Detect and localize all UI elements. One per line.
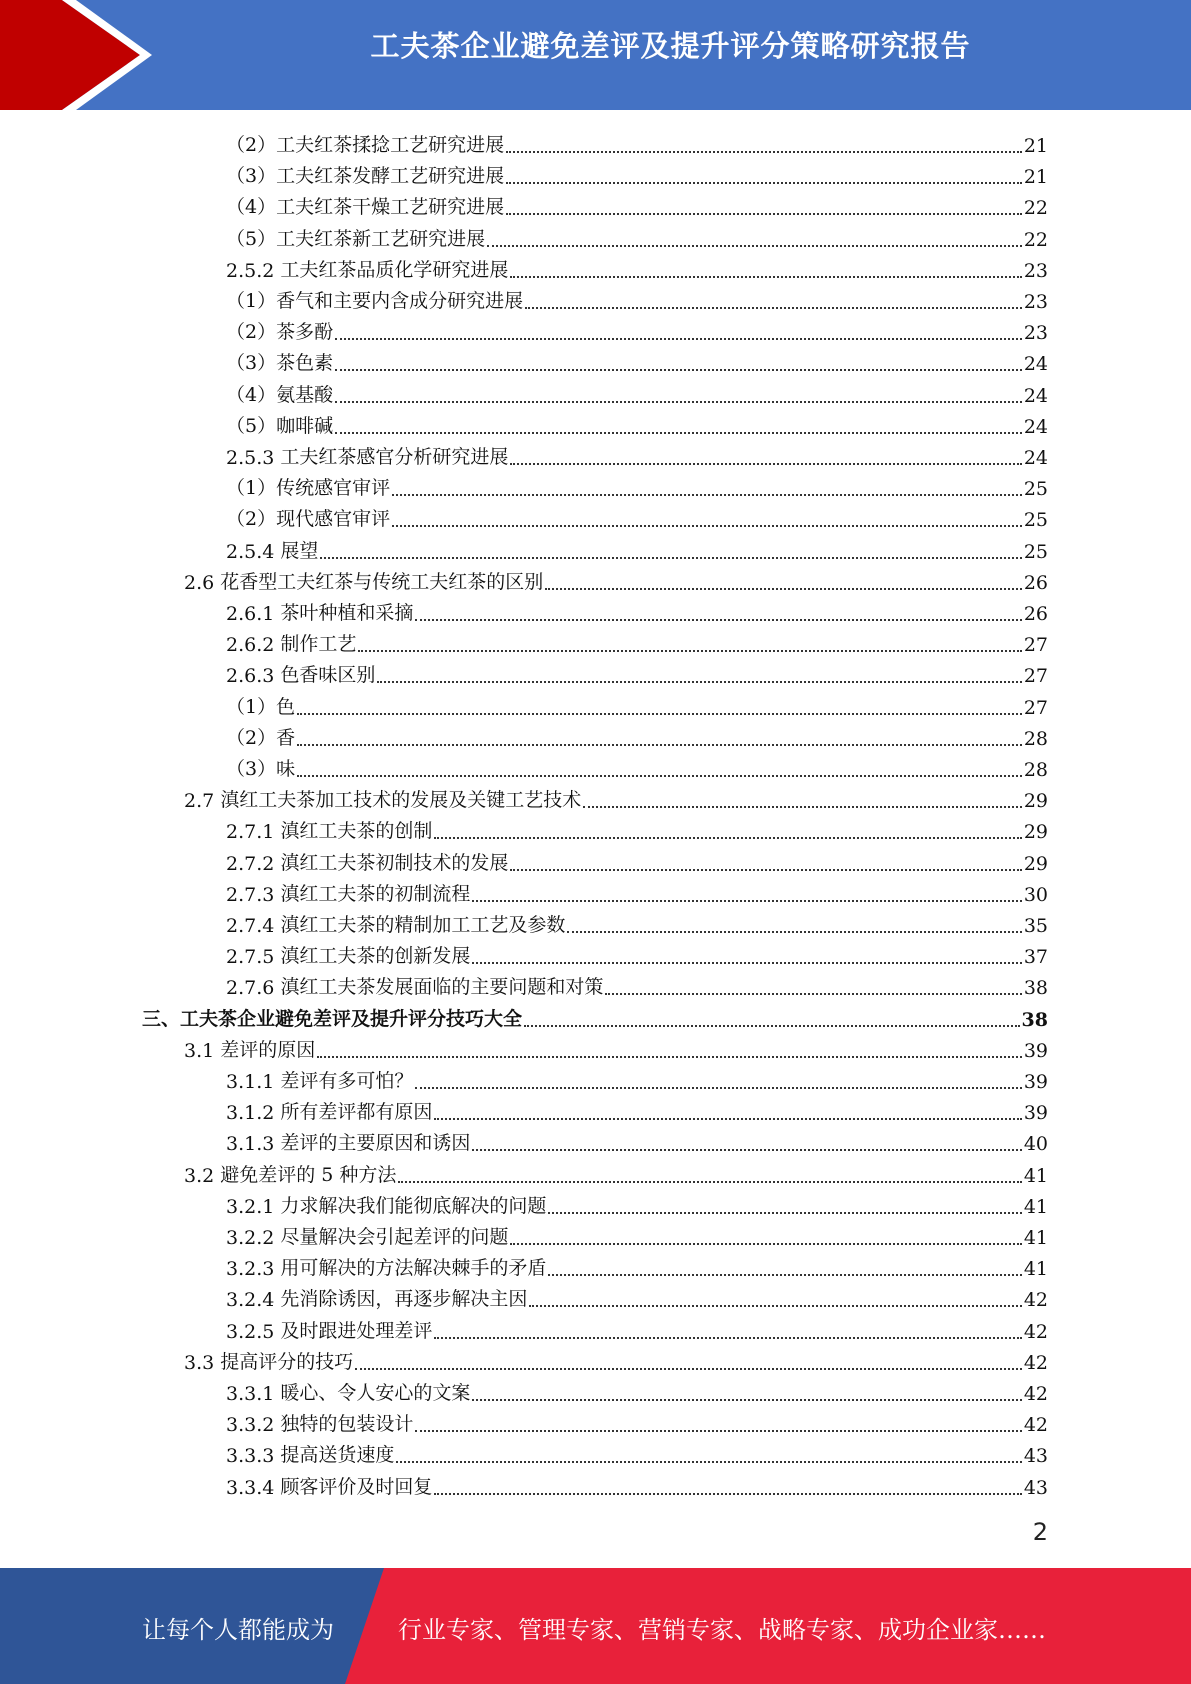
toc-entry-page: 27 <box>1023 634 1048 657</box>
toc-entry-number: 3.1.3 <box>226 1133 275 1156</box>
toc-entry-title: 茶色素 <box>276 352 334 375</box>
toc-entry-title: 现代感官审评 <box>276 508 391 531</box>
toc-entry[interactable] <box>226 656 1048 687</box>
toc-entry-page: 43 <box>1023 1476 1048 1499</box>
toc-leader-dots <box>415 618 1021 621</box>
toc-leader-dots <box>472 899 1021 902</box>
toc-entry[interactable] <box>226 719 1048 750</box>
toc-entry[interactable] <box>226 1093 1048 1124</box>
toc-entry-page: 23 <box>1023 291 1048 313</box>
toc-entry-page: 37 <box>1023 946 1048 969</box>
toc-entry[interactable] <box>226 532 1048 563</box>
page-header <box>0 0 1191 110</box>
toc-entry-page: 42 <box>1023 1289 1048 1312</box>
toc-leader-dots <box>545 587 1022 590</box>
toc-entry-page: 39 <box>1023 1102 1048 1125</box>
footer-slogan-right: 行业专家、管理专家、营销专家、战略专家、成功企业家…… <box>398 1616 1046 1644</box>
toc-entry-title: 尽量解决会引起差评的问题 <box>280 1226 509 1248</box>
toc-leader-dots <box>510 868 1021 871</box>
toc-entry-page: 39 <box>1023 1039 1048 1062</box>
page-footer <box>0 1568 1191 1684</box>
toc-entry-page: 21 <box>1023 135 1048 157</box>
toc-entry[interactable] <box>226 188 1048 219</box>
toc-leader-dots <box>524 1024 1020 1027</box>
toc-entry[interactable] <box>226 1124 1048 1155</box>
toc-entry-page: 29 <box>1023 790 1048 813</box>
toc-leader-dots <box>434 1492 1021 1495</box>
toc-entry-page: 23 <box>1023 259 1048 282</box>
toc-entry-number: 2.6 <box>184 571 215 594</box>
toc-entry-page: 40 <box>1023 1133 1048 1156</box>
toc-entry-number: （3） <box>226 352 277 375</box>
toc-entry-title: 香 <box>276 726 296 749</box>
toc-entry-title: 工夫茶企业避免差评及提升评分技巧大全 <box>180 1007 523 1030</box>
toc-entry-page: 30 <box>1023 883 1048 906</box>
toc-entry[interactable] <box>226 1280 1048 1311</box>
toc-entry[interactable] <box>226 1436 1048 1467</box>
toc-entry[interactable] <box>226 1312 1048 1343</box>
toc-entry-number: 2.5.3 <box>226 447 275 469</box>
toc-leader-dots <box>548 1273 1021 1276</box>
toc-entry-title: 滇红工夫茶初制技术的发展 <box>280 851 509 874</box>
toc-entry-number: 三、 <box>142 1007 181 1030</box>
toc-entry-number: 2.7.3 <box>226 883 275 906</box>
toc-entry-number: 2.6.1 <box>226 603 275 625</box>
toc-entry[interactable] <box>226 937 1048 968</box>
toc-entry-title: 提高评分的技巧 <box>220 1350 354 1373</box>
toc-entry[interactable] <box>226 1062 1048 1093</box>
toc-entry[interactable] <box>142 1000 1048 1031</box>
toc-entry-title: 工夫红茶揉捻工艺研究进展 <box>276 134 505 156</box>
toc-entry-page: 21 <box>1023 166 1048 189</box>
document-title: 工夫茶企业避免差评及提升评分策略研究报告 <box>370 29 971 63</box>
toc-entry-page: 38 <box>1021 1008 1048 1031</box>
toc-entry-title: 茶叶种植和采摘 <box>280 602 414 624</box>
toc-entry-page: 25 <box>1023 478 1048 501</box>
toc-leader-dots <box>297 712 1022 715</box>
toc-entry-page: 27 <box>1023 696 1048 719</box>
toc-entry-title: 先消除诱因，再逐步解决主因 <box>280 1288 528 1311</box>
toc-entry-number: 2.7.2 <box>226 852 275 875</box>
toc-leader-dots <box>398 1180 1021 1183</box>
toc-leader-dots <box>335 400 1022 403</box>
toc-entry-title: 工夫红茶新工艺研究进展 <box>276 227 486 250</box>
toc-entry-title: 氨基酸 <box>276 383 334 406</box>
toc-entry[interactable] <box>226 1187 1048 1218</box>
toc-entry-title: 工夫红茶品质化学研究进展 <box>280 258 509 281</box>
toc-entry-page: 22 <box>1023 197 1048 220</box>
toc-leader-dots <box>510 275 1021 278</box>
toc-entry-page: 24 <box>1023 353 1048 376</box>
toc-entry[interactable] <box>226 157 1048 188</box>
toc-entry-number: 3.3.1 <box>226 1383 275 1405</box>
toc-entry-number: 2.5.2 <box>226 259 275 282</box>
toc-entry-page: 38 <box>1023 977 1048 1000</box>
toc-entry-number: （3） <box>226 165 277 188</box>
toc-leader-dots <box>583 805 1022 808</box>
footer-slogan-left: 让每个人都能成为 <box>142 1616 334 1644</box>
toc-entry[interactable] <box>226 469 1048 500</box>
toc-entry[interactable] <box>226 376 1048 407</box>
toc-entry-number: （1） <box>226 290 277 312</box>
toc-entry-number: 3.2.2 <box>226 1227 275 1249</box>
toc-leader-dots <box>335 431 1022 434</box>
toc-entry-title: 滇红工夫茶加工技术的发展及关键工艺技术 <box>220 789 582 812</box>
toc-entry-page: 41 <box>1023 1195 1048 1218</box>
toc-entry-page: 42 <box>1023 1414 1048 1437</box>
toc-leader-dots <box>335 337 1022 340</box>
toc-entry-title: 工夫红茶干燥工艺研究进展 <box>276 196 505 219</box>
toc-leader-dots <box>297 774 1022 777</box>
toc-entry-title: 香气和主要内含成分研究进展 <box>276 290 524 312</box>
toc-entry-number: （2） <box>226 134 277 156</box>
toc-entry-title: 差评的主要原因和诱因 <box>280 1132 471 1155</box>
toc-leader-dots <box>392 493 1022 496</box>
toc-leader-dots <box>392 524 1022 527</box>
toc-entry[interactable] <box>226 1218 1048 1249</box>
toc-entry[interactable] <box>226 313 1048 344</box>
toc-entry-title: 色 <box>276 695 296 718</box>
page-number: 2 <box>1032 1518 1048 1546</box>
toc-entry-page: 28 <box>1023 727 1048 750</box>
toc-entry-number: 3.2.4 <box>226 1289 275 1312</box>
toc-entry-page: 24 <box>1023 447 1048 469</box>
toc-leader-dots <box>472 1148 1021 1151</box>
toc-leader-dots <box>415 1086 1021 1089</box>
toc-entry-page: 26 <box>1023 603 1048 625</box>
toc-entry[interactable] <box>226 438 1048 469</box>
toc-entry[interactable] <box>226 220 1048 251</box>
toc-entry-number: 3.1.1 <box>226 1071 275 1093</box>
toc-entry-page: 27 <box>1023 665 1048 688</box>
toc-entry-title: 花香型工夫红茶与传统工夫红茶的区别 <box>220 570 544 593</box>
toc-leader-dots <box>434 836 1021 839</box>
toc-entry[interactable] <box>226 844 1048 875</box>
toc-entry-title: 滇红工夫茶的创制 <box>280 820 433 843</box>
toc-leader-dots <box>487 244 1022 247</box>
toc-leader-dots <box>434 1117 1021 1120</box>
toc-entry-title: 传统感官审评 <box>276 477 391 500</box>
toc-entry-page: 24 <box>1023 384 1048 407</box>
toc-entry-page: 42 <box>1023 1320 1048 1343</box>
toc-entry-page: 28 <box>1023 759 1048 781</box>
toc-entry-page: 42 <box>1023 1351 1048 1374</box>
toc-entry-number: 2.7.5 <box>226 946 275 969</box>
toc-leader-dots <box>434 1336 1021 1339</box>
toc-entry-title: 工夫红茶发酵工艺研究进展 <box>276 165 505 188</box>
toc-entry-number: 2.7 <box>184 790 215 813</box>
toc-entry-number: 2.6.3 <box>226 665 275 688</box>
toc-entry[interactable] <box>226 1249 1048 1280</box>
toc-entry-title: 滇红工夫茶的初制流程 <box>280 882 471 905</box>
toc-leader-dots <box>506 181 1022 184</box>
toc-entry-title: 避免差评的 5 种方法 <box>220 1163 397 1186</box>
toc-entry-number: 3.3.4 <box>226 1476 275 1499</box>
toc-entry[interactable] <box>226 282 1048 313</box>
toc-entry[interactable] <box>184 781 1048 812</box>
toc-entry[interactable] <box>226 750 1048 781</box>
toc-entry[interactable] <box>226 625 1048 656</box>
toc-entry-page: 29 <box>1023 852 1048 875</box>
toc-entry-title: 提高送货速度 <box>280 1444 395 1467</box>
toc-entry-number: 3.2.1 <box>226 1195 275 1218</box>
toc-leader-dots <box>510 462 1021 465</box>
toc-entry-title: 独特的包装设计 <box>280 1413 414 1436</box>
toc-leader-dots <box>510 1242 1021 1245</box>
toc-entry-title: 咖啡碱 <box>276 414 334 437</box>
toc-leader-dots <box>548 1211 1021 1214</box>
toc-entry[interactable] <box>226 594 1048 625</box>
toc-entry[interactable] <box>226 875 1048 906</box>
toc-entry-page: 39 <box>1023 1071 1048 1093</box>
toc-entry-page: 25 <box>1023 540 1048 563</box>
toc-entry-number: （5） <box>226 414 277 437</box>
toc-entry-title: 力求解决我们能彻底解决的问题 <box>280 1194 547 1217</box>
toc-leader-dots <box>396 1460 1021 1463</box>
toc-entry-page: 29 <box>1023 821 1048 844</box>
toc-leader-dots <box>320 556 1021 559</box>
toc-leader-dots <box>605 992 1021 995</box>
toc-entry-number: 2.6.2 <box>226 634 275 657</box>
toc-entry-title: 顾客评价及时回复 <box>280 1475 433 1498</box>
toc-entry-page: 41 <box>1023 1227 1048 1249</box>
toc-entry-number: （4） <box>226 196 277 219</box>
toc-entry[interactable] <box>184 1156 1048 1187</box>
toc-entry-number: 3.3.3 <box>226 1445 275 1468</box>
toc-entry-page: 25 <box>1023 509 1048 532</box>
toc-entry-number: （2） <box>226 726 277 749</box>
toc-entry-page: 24 <box>1023 415 1048 438</box>
toc-entry[interactable] <box>226 1468 1048 1499</box>
toc-entry-number: （3） <box>226 758 277 780</box>
toc-entry-title: 差评有多可怕？ <box>280 1070 414 1092</box>
toc-entry-title: 滇红工夫茶发展面临的主要问题和对策 <box>280 976 604 999</box>
toc-entry[interactable] <box>226 812 1048 843</box>
toc-entry-number: （1） <box>226 695 277 718</box>
toc-entry-title: 用可解决的方法解决棘手的矛盾 <box>280 1257 547 1280</box>
toc-entry-number: 3.2.3 <box>226 1258 275 1281</box>
toc-entry-title: 所有差评都有原因 <box>280 1101 433 1124</box>
toc-leader-dots <box>355 1367 1022 1370</box>
toc-entry-number: 3.2.5 <box>226 1320 275 1343</box>
toc-leader-dots <box>506 212 1022 215</box>
toc-entry[interactable] <box>226 500 1048 531</box>
toc-leader-dots <box>377 680 1021 683</box>
toc-entry[interactable] <box>226 968 1048 999</box>
toc-entry-number: 2.7.4 <box>226 915 275 937</box>
toc-entry-number: （2） <box>226 321 277 344</box>
toc-entry-page: 41 <box>1023 1258 1048 1281</box>
toc-entry-number: 3.1 <box>184 1039 215 1062</box>
toc-entry-number: 2.7.1 <box>226 821 275 844</box>
toc-entry-page: 43 <box>1023 1445 1048 1468</box>
toc-entry-title: 差评的原因 <box>220 1038 316 1061</box>
toc-leader-dots <box>297 743 1022 746</box>
toc-entry-number: （4） <box>226 383 277 406</box>
toc-entry-title: 滇红工夫茶的精制加工工艺及参数 <box>280 914 566 936</box>
toc-entry[interactable] <box>226 906 1048 937</box>
toc-entry[interactable] <box>226 344 1048 375</box>
toc-entry-page: 23 <box>1023 322 1048 345</box>
toc-leader-dots <box>472 1398 1021 1401</box>
toc-entry[interactable] <box>226 688 1048 719</box>
toc-entry[interactable] <box>184 1031 1048 1062</box>
toc-entry-title: 工夫红茶感官分析研究进展 <box>280 446 509 468</box>
toc-entry[interactable] <box>184 563 1048 594</box>
toc-entry-title: 色香味区别 <box>280 664 376 687</box>
toc-entry-title: 及时跟进处理差评 <box>280 1319 433 1342</box>
toc-entry-number: 3.3.2 <box>226 1414 275 1437</box>
toc-leader-dots <box>415 1429 1021 1432</box>
toc-entry[interactable] <box>226 126 1048 157</box>
toc-entry-title: 茶多酚 <box>276 321 334 344</box>
toc-entry-page: 22 <box>1023 228 1048 251</box>
toc-entry-number: 3.2 <box>184 1164 215 1187</box>
toc-entry-title: 味 <box>276 758 296 780</box>
toc-entry-title: 制作工艺 <box>280 633 357 656</box>
toc-entry-page: 35 <box>1023 915 1048 937</box>
toc-leader-dots <box>317 1055 1022 1058</box>
toc-entry-page: 41 <box>1023 1164 1048 1187</box>
toc-leader-dots <box>525 306 1022 309</box>
toc-entry-title: 滇红工夫茶的创新发展 <box>280 945 471 968</box>
toc-entry-page: 26 <box>1023 571 1048 594</box>
toc-entry-title: 展望 <box>280 539 319 562</box>
toc-entry-number: （2） <box>226 508 277 531</box>
toc-entry-page: 42 <box>1023 1383 1048 1405</box>
toc-entry[interactable] <box>226 251 1048 282</box>
toc-entry-number: 2.5.4 <box>226 540 275 563</box>
toc-entry-number: 3.3 <box>184 1351 215 1374</box>
toc-entry-title: 暖心、令人安心的文案 <box>280 1382 471 1404</box>
toc-entry-number: （5） <box>226 227 277 250</box>
toc-leader-dots <box>472 961 1021 964</box>
toc-entry[interactable] <box>226 407 1048 438</box>
toc-leader-dots <box>335 368 1022 371</box>
toc-leader-dots <box>567 930 1021 933</box>
toc-entry-number: 3.1.2 <box>226 1102 275 1125</box>
toc-leader-dots <box>529 1304 1021 1307</box>
toc-entry[interactable] <box>226 1374 1048 1405</box>
toc-leader-dots <box>358 649 1021 652</box>
toc-entry[interactable] <box>184 1343 1048 1374</box>
toc-entry-number: 2.7.6 <box>226 977 275 1000</box>
toc-leader-dots <box>506 150 1022 153</box>
toc-entry-number: （1） <box>226 477 277 500</box>
toc-entry[interactable] <box>226 1405 1048 1436</box>
